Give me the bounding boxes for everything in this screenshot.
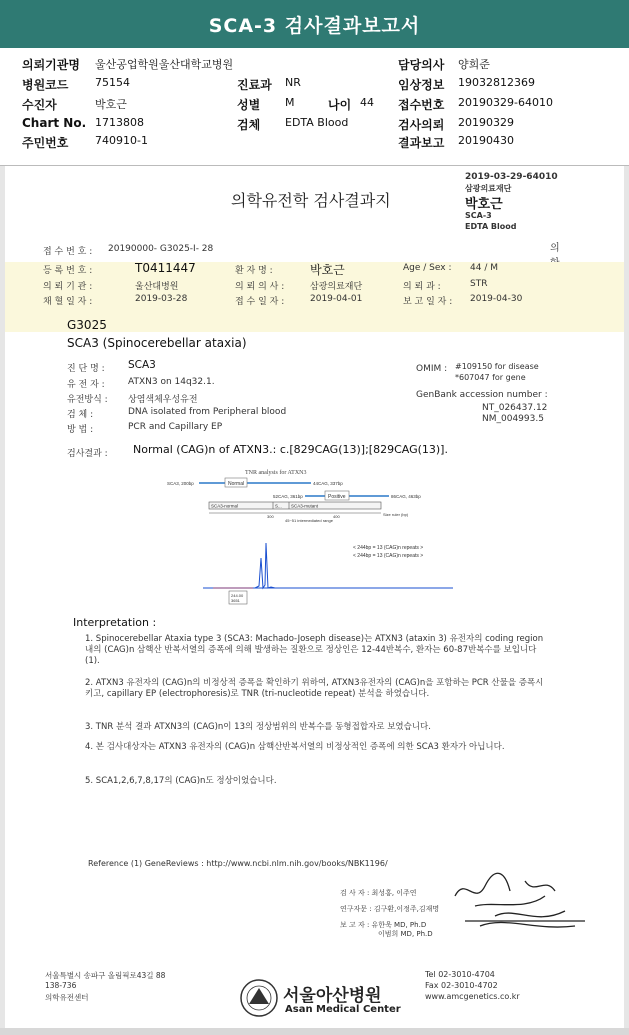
ref-doc-label: 의 뢰 과 :	[403, 282, 441, 292]
stamp-line: 박호근	[465, 197, 503, 212]
peak-size: 244.00	[231, 593, 244, 598]
scanned-report	[5, 166, 624, 1028]
genbank-nt: NT_026437.12	[482, 403, 548, 413]
info-label: Chart No.	[22, 116, 87, 130]
info-label: 주민번호	[22, 136, 69, 150]
info-label: 성별	[237, 98, 261, 112]
gene-label: 유 전 자 :	[67, 380, 105, 390]
tnr-normal-right: 44CAG, 337bp	[313, 481, 343, 486]
report-date-label: 보 고 일 자 :	[403, 297, 453, 307]
tnr-pos-left: 52CAG, 361bp	[273, 494, 303, 499]
report-title: SCA-3 검사결과보고서	[208, 14, 421, 37]
info-label: 결과보고	[398, 136, 445, 150]
intermediate-label: 45~51 intermediated range	[285, 518, 333, 523]
inherit-label: 유전방식 :	[67, 395, 108, 405]
reference: Reference (1) GeneReviews : http://www.ncbi.nlm.nih.gov/books/NBK1196/	[88, 859, 388, 868]
signatory: 이범희 MD, Ph.D	[378, 930, 433, 938]
info-label: 접수번호	[398, 98, 445, 112]
omim-label: OMIM :	[416, 364, 448, 374]
size-ruler-label: Size ruler (bp)	[383, 512, 409, 517]
peak-height: 3651	[231, 598, 240, 603]
bar-normal-label: SCA3-normal	[211, 503, 239, 509]
asan-logo-icon	[239, 978, 279, 1018]
contact-web: www.amcgenetics.co.kr	[425, 992, 520, 1001]
info-value: NR	[285, 76, 301, 89]
reg-label: 등 록 번 호 :	[43, 266, 93, 276]
method-value: PCR and Capillary EP	[128, 422, 223, 432]
test-name: SCA3 (Spinocerebellar ataxia)	[67, 336, 247, 350]
gene-value: ATXN3 on 14q32.1.	[128, 377, 215, 387]
info-label: 검체	[237, 118, 261, 132]
stamp-line: SCA-3	[465, 211, 492, 220]
inherit-value: 상염색체우성유전	[128, 395, 198, 405]
tnr-normal-left: SCA3, 200bp	[167, 481, 194, 486]
signatory: 검 사 자 : 최성홍, 이주연	[340, 889, 417, 897]
interpretation-item: 3. TNR 분석 결과 ATXN3의 (CAG)n이 13의 정상범위의 반복수를 동형접합자로 보였습니다.	[85, 722, 431, 732]
info-value: 75154	[95, 76, 130, 89]
receipt-label: 접 수 번 호 :	[43, 247, 93, 257]
agesex-label: Age / Sex :	[403, 263, 452, 273]
info-value: 1713808	[95, 116, 144, 129]
info-value: EDTA Blood	[285, 116, 349, 129]
omim-gene: *607047 for gene	[455, 373, 526, 382]
patient-info-panel	[0, 48, 629, 166]
info-row	[0, 76, 629, 94]
report-date-value: 2019-04-30	[470, 294, 523, 304]
blood-value: 2019-03-28	[135, 294, 188, 304]
info-value: 740910-1	[95, 134, 148, 147]
patient-value: 박호근	[310, 263, 345, 277]
info-value: 19032812369	[458, 76, 535, 89]
agesex-value: 44 / M	[470, 263, 498, 273]
address-line: 138-736	[45, 981, 77, 990]
address-line: 서울특별시 송파구 올림픽로43길 88	[45, 971, 166, 980]
info-row	[0, 96, 629, 114]
info-value: 20190329-64010	[458, 96, 553, 109]
normal-box-label: Normal	[228, 481, 245, 487]
info-label: 나이	[328, 98, 352, 112]
info-label: 담당의사	[398, 58, 445, 72]
info-value: 양희준	[458, 58, 490, 71]
info-row	[0, 56, 629, 74]
stamp-line: 2019-03-29-64010	[465, 172, 558, 182]
specimen-value: DNA isolated from Peripheral blood	[128, 407, 287, 417]
ref-org-value: 삼광의료재단	[310, 282, 363, 292]
info-label: 진료과	[237, 78, 272, 92]
signatory: 연구자문 : 김구환,이정주,김재명	[340, 905, 440, 913]
info-value: 44	[360, 96, 374, 109]
info-label: 수진자	[22, 98, 57, 112]
omim-disease: #109150 for disease	[455, 362, 539, 371]
ref-doc-value: STR	[470, 279, 488, 289]
receipt-value: 20190000- G3025-I- 28	[108, 244, 214, 254]
diagnosis-value: SCA3	[128, 359, 156, 371]
specimen-label: 검 체 :	[67, 410, 94, 420]
stamp-line: 삼광의료재단	[465, 184, 512, 193]
method-label: 방 법 :	[67, 425, 94, 435]
info-label: 임상정보	[398, 78, 445, 92]
result-value: Normal (CAG)n of ATXN3.: c.[829CAG(13)];[829CAG(13)].	[133, 443, 448, 456]
tnr-title: TNR analysis for ATXN3	[245, 470, 307, 476]
interpretation-item: 1. Spinocerebellar Ataxia type 3 (SCA3: Machado-Joseph disease)는 ATXN3 (ataxin 3) 유전자의 coding region 내의 (CAG)n 삼핵산 반복서열의 증폭에 의해 발생하는 질환으로 정상인은 12-44반복수, 환자는 60-87반복수를 보입니다 (1).	[85, 634, 544, 666]
blood-label: 채 혈 일 자 :	[43, 297, 93, 307]
req-org-value: 울산대병원	[135, 282, 179, 292]
info-row	[0, 134, 629, 152]
signatory: 보 고 자 : 유한욱 MD, Ph.D	[340, 921, 427, 929]
electropherogram	[193, 538, 463, 610]
genbank-label: GenBank accession number :	[416, 390, 548, 400]
info-value: 울산공업학원울산대학교병원	[95, 58, 234, 71]
req-org-label: 의 뢰 기 관 :	[43, 282, 93, 292]
peak-annotation: < 244bp = 13 (CAG)n repeats >	[353, 545, 424, 551]
info-row	[0, 116, 629, 134]
recv-label: 접 수 일 자 :	[235, 297, 285, 307]
result-label: 검사결과 :	[67, 449, 108, 459]
peak-annotation: < 244bp = 13 (CAG)n repeats >	[353, 553, 424, 559]
positive-box-label: Positive	[328, 494, 346, 500]
bar-mid-label: S...	[275, 503, 282, 509]
info-value: M	[285, 96, 295, 109]
interpretation-item: 5. SCA1,2,6,7,8,17의 (CAG)n도 정상이었습니다.	[85, 776, 277, 786]
interpretation-item: 2. ATXN3 유전자의 (CAG)n의 비정상적 증폭을 확인하기 위하여, ATXN3유전자의 (CAG)n을 포함하는 PCR 산물을 증폭시키고, capillary EP (electrophoresis)로 TNR (tri-nucleotide repeat) 분석을 하였습니다.	[85, 678, 544, 699]
ref-org-label: 의 뢰 의 사 :	[235, 282, 285, 292]
recv-value: 2019-04-01	[310, 294, 363, 304]
reg-value: T0411447	[135, 261, 196, 275]
info-label: 검사의뢰	[398, 118, 445, 132]
info-value: 20190329	[458, 116, 514, 129]
info-value: 박호근	[95, 98, 127, 111]
report-doc-title: 의학유전학 검사결과지	[231, 191, 391, 210]
contact-tel: Tel 02-3010-4704	[425, 970, 495, 979]
tnr-pos-right: 86CAG, 463bp	[391, 494, 421, 499]
stamp-line: EDTA Blood	[465, 222, 517, 231]
scale-400: 400	[333, 514, 340, 519]
patient-label: 환 자 명 :	[235, 266, 273, 276]
info-label: 의뢰기관명	[22, 58, 80, 72]
side-label: 의	[550, 243, 560, 254]
info-label: 병원코드	[22, 78, 69, 92]
hospital-name-kr: 서울아산병원	[283, 986, 382, 1006]
genbank-nm: NM_004993.5	[482, 414, 544, 424]
signature-image	[435, 866, 595, 936]
hospital-name-en: Asan Medical Center	[285, 1004, 401, 1015]
report-header	[0, 0, 629, 48]
peak-trace	[255, 543, 275, 588]
tnr-diagram	[165, 464, 425, 534]
contact-fax: Fax 02-3010-4702	[425, 981, 498, 990]
interpretation-item: 4. 본 검사대상자는 ATXN3 유전자의 (CAG)n 삼핵산반복서열의 비정상적인 증폭에 의한 SCA3 환자가 아닙니다.	[85, 742, 505, 752]
info-value: 20190430	[458, 134, 514, 147]
bar-mutant-label: SCA3-mutant	[291, 503, 319, 509]
address-line: 의학유전센터	[45, 993, 89, 1002]
interpretation-title: Interpretation :	[73, 616, 157, 629]
footer-bar	[0, 1028, 629, 1035]
test-code: G3025	[67, 318, 107, 332]
scale-300: 300	[267, 514, 274, 519]
diagnosis-label: 진 단 명 :	[67, 364, 105, 374]
